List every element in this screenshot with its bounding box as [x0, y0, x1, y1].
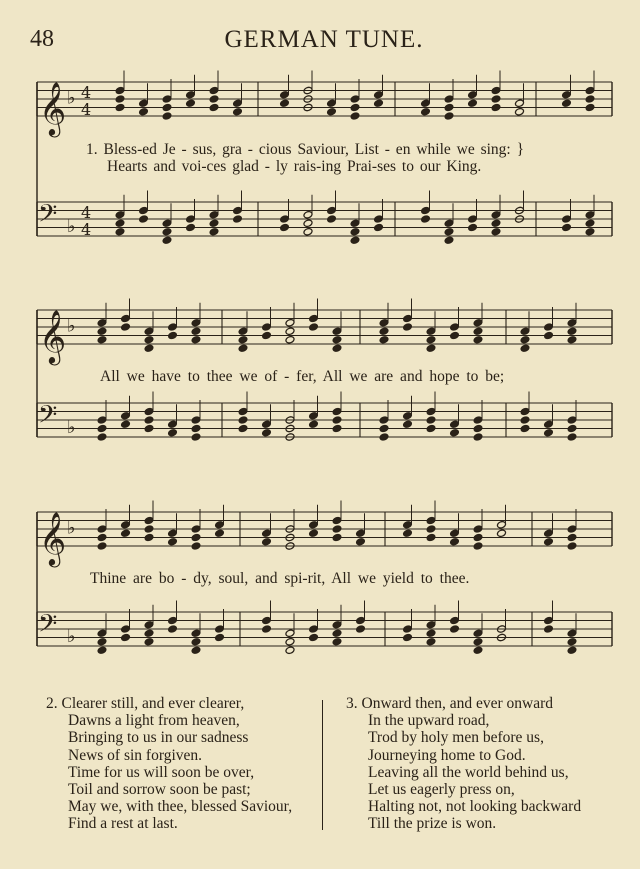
note-head: [262, 420, 272, 429]
verse-3-line: Trod by holy men before us,: [368, 729, 544, 747]
note-head: [215, 633, 225, 642]
note-head: [426, 516, 436, 525]
flat-icon: ♭: [67, 625, 76, 647]
note-head: [332, 637, 342, 646]
note-head: [567, 318, 577, 327]
note-head: [450, 420, 460, 429]
lyric-line-3: All we have to thee we of - fer, All we are and hope to be;: [100, 368, 505, 385]
lyric-line-1: 1. Bless-ed Je - sus, gra - cious Saviour, List - en while we sing: }: [86, 141, 525, 158]
note-head: [332, 335, 342, 344]
note-head: [491, 210, 501, 219]
note-head: [191, 318, 201, 327]
note-head: [450, 616, 460, 625]
note-head: [473, 646, 483, 655]
note-head: [262, 331, 272, 340]
note-head: [544, 331, 554, 340]
note-head: [115, 210, 125, 219]
note-head: [191, 416, 201, 425]
note-head: [585, 227, 595, 236]
note-head: [121, 323, 131, 332]
treble-clef-icon: 𝄞: [39, 309, 67, 363]
note-head: [497, 520, 507, 529]
note-head: [115, 86, 125, 95]
note-head: [450, 331, 460, 340]
note-head: [544, 616, 554, 625]
note-head: [497, 529, 507, 538]
note-head: [309, 420, 319, 429]
note-head: [327, 206, 337, 215]
note-head: [379, 335, 389, 344]
note-head: [491, 219, 501, 228]
note-head: [309, 625, 319, 634]
note-head: [473, 637, 483, 646]
note-head: [309, 323, 319, 332]
note-head: [144, 620, 154, 629]
note-head: [162, 227, 172, 236]
note-head: [515, 107, 525, 116]
note-head: [520, 407, 530, 416]
note-head: [426, 525, 436, 534]
note-head: [426, 327, 436, 336]
note-head: [374, 215, 384, 224]
page-title: GERMAN TUNE.: [224, 26, 424, 53]
note-head: [421, 206, 431, 215]
verse-3: [346, 695, 581, 833]
note-head: [426, 424, 436, 433]
verse-2-line: Time for us will soon be over,: [68, 763, 255, 781]
note-head: [280, 215, 290, 224]
note-head: [144, 327, 154, 336]
note-head: [403, 520, 413, 529]
note-head: [215, 529, 225, 538]
note-head: [97, 637, 107, 646]
note-head: [97, 646, 107, 655]
note-head: [97, 525, 107, 534]
note-head: [444, 103, 454, 112]
note-head: [97, 533, 107, 542]
note-head: [303, 219, 313, 228]
note-head: [238, 335, 248, 344]
note-head: [585, 210, 595, 219]
note-head: [285, 629, 295, 638]
note-head: [585, 103, 595, 112]
verse-2-line: Find a rest at last.: [68, 815, 178, 833]
note-head: [327, 99, 337, 108]
note-head: [567, 335, 577, 344]
note-head: [115, 219, 125, 228]
note-head: [473, 318, 483, 327]
note-head: [332, 424, 342, 433]
note-head: [473, 335, 483, 344]
note-head: [473, 416, 483, 425]
note-head: [168, 537, 178, 546]
lyric-line-4: Thine are bo - dy, soul, and spi-rit, All we yield to thee.: [90, 570, 470, 587]
note-head: [468, 215, 478, 224]
note-head: [332, 525, 342, 534]
note-head: [285, 327, 295, 336]
note-head: [121, 411, 131, 420]
note-head: [262, 529, 272, 538]
note-head: [191, 646, 201, 655]
note-head: [139, 215, 149, 224]
note-head: [515, 99, 525, 108]
note-head: [144, 637, 154, 646]
note-head: [144, 525, 154, 534]
note-head: [215, 625, 225, 634]
note-head: [350, 112, 360, 121]
time-signature-bottom: 4: [81, 100, 92, 119]
note-head: [567, 533, 577, 542]
note-head: [374, 99, 384, 108]
note-head: [473, 433, 483, 442]
note-head: [144, 335, 154, 344]
note-head: [491, 103, 501, 112]
note-head: [379, 424, 389, 433]
note-head: [186, 215, 196, 224]
note-head: [309, 520, 319, 529]
note-head: [403, 625, 413, 634]
note-head: [144, 629, 154, 638]
note-head: [121, 633, 131, 642]
note-head: [473, 424, 483, 433]
note-head: [544, 323, 554, 332]
note-head: [191, 335, 201, 344]
verse-2-line: May we, with thee, blessed Saviour,: [68, 798, 293, 816]
verse-2-line: Bringing to us in our sadness: [68, 729, 249, 747]
note-head: [356, 625, 366, 634]
note-head: [309, 633, 319, 642]
page-number: 48: [30, 26, 54, 52]
flat-icon: ♭: [67, 87, 76, 109]
treble-clef-icon: 𝄞: [39, 81, 67, 135]
note-head: [403, 529, 413, 538]
note-head: [426, 629, 436, 638]
note-head: [144, 516, 154, 525]
note-head: [426, 335, 436, 344]
note-head: [191, 433, 201, 442]
note-head: [332, 344, 342, 353]
note-head: [332, 533, 342, 542]
note-head: [168, 323, 178, 332]
note-head: [567, 525, 577, 534]
note-head: [350, 103, 360, 112]
flat-icon: ♭: [67, 215, 76, 237]
note-head: [567, 637, 577, 646]
note-head: [97, 335, 107, 344]
note-head: [520, 344, 530, 353]
note-head: [139, 206, 149, 215]
verse-2-line: News of sin forgiven.: [68, 746, 203, 764]
bass-clef-icon: 𝄢: [38, 400, 58, 436]
note-head: [97, 629, 107, 638]
note-head: [233, 215, 243, 224]
note-head: [585, 219, 595, 228]
note-head: [426, 620, 436, 629]
note-head: [350, 236, 360, 245]
verse-2-line: 2. Clearer still, and ever clearer,: [46, 695, 245, 712]
note-head: [121, 314, 131, 323]
note-head: [520, 335, 530, 344]
note-head: [426, 533, 436, 542]
note-head: [379, 416, 389, 425]
note-head: [544, 428, 554, 437]
note-head: [444, 112, 454, 121]
note-head: [567, 416, 577, 425]
note-head: [162, 95, 172, 104]
note-head: [544, 529, 554, 538]
note-head: [186, 90, 196, 99]
note-head: [468, 90, 478, 99]
note-head: [303, 227, 313, 236]
note-head: [350, 219, 360, 228]
verse-3-line: Journeying home to God.: [368, 746, 526, 764]
note-head: [544, 537, 554, 546]
note-head: [327, 107, 337, 116]
note-head: [186, 99, 196, 108]
note-head: [97, 416, 107, 425]
note-head: [162, 236, 172, 245]
note-head: [209, 95, 219, 104]
note-head: [97, 433, 107, 442]
note-head: [285, 335, 295, 344]
note-head: [233, 107, 243, 116]
note-head: [139, 107, 149, 116]
note-head: [444, 219, 454, 228]
treble-clef-icon: 𝄞: [39, 511, 67, 565]
note-head: [168, 529, 178, 538]
note-head: [303, 210, 313, 219]
note-head: [285, 318, 295, 327]
note-head: [332, 516, 342, 525]
verse-2-line: Toil and sorrow soon be past;: [68, 781, 251, 799]
verse-2: [46, 695, 292, 833]
note-head: [144, 416, 154, 425]
note-head: [233, 99, 243, 108]
note-head: [191, 327, 201, 336]
note-head: [356, 616, 366, 625]
note-head: [491, 227, 501, 236]
note-head: [144, 533, 154, 542]
note-head: [262, 323, 272, 332]
note-head: [421, 107, 431, 116]
note-head: [162, 219, 172, 228]
note-head: [162, 103, 172, 112]
note-head: [115, 227, 125, 236]
note-head: [585, 95, 595, 104]
bass-clef-icon: 𝄢: [38, 609, 58, 645]
note-head: [421, 99, 431, 108]
note-head: [585, 86, 595, 95]
note-head: [426, 344, 436, 353]
note-head: [426, 416, 436, 425]
note-head: [115, 95, 125, 104]
note-head: [426, 407, 436, 416]
note-head: [144, 424, 154, 433]
note-head: [332, 620, 342, 629]
note-head: [215, 520, 225, 529]
note-head: [238, 327, 248, 336]
note-head: [356, 529, 366, 538]
verse-3-line: 3. Onward then, and ever onward: [346, 695, 554, 712]
note-head: [233, 206, 243, 215]
note-head: [238, 407, 248, 416]
note-head: [450, 625, 460, 634]
note-head: [468, 223, 478, 232]
note-head: [97, 424, 107, 433]
note-head: [168, 625, 178, 634]
note-head: [168, 616, 178, 625]
note-head: [144, 407, 154, 416]
note-head: [426, 637, 436, 646]
note-head: [191, 525, 201, 534]
note-head: [567, 424, 577, 433]
note-head: [168, 428, 178, 437]
note-head: [121, 520, 131, 529]
note-head: [191, 533, 201, 542]
note-head: [450, 428, 460, 437]
note-head: [262, 537, 272, 546]
note-head: [332, 629, 342, 638]
note-head: [444, 227, 454, 236]
verse-3-line: In the upward road,: [368, 712, 490, 730]
note-head: [191, 629, 201, 638]
note-head: [115, 103, 125, 112]
verse-3-line: Till the prize is won.: [368, 815, 497, 833]
note-head: [567, 646, 577, 655]
note-head: [327, 215, 337, 224]
note-head: [473, 542, 483, 551]
note-head: [567, 629, 577, 638]
note-head: [444, 95, 454, 104]
flat-icon: ♭: [67, 517, 76, 539]
note-head: [450, 537, 460, 546]
note-head: [332, 327, 342, 336]
note-head: [379, 327, 389, 336]
note-head: [473, 629, 483, 638]
note-head: [450, 529, 460, 538]
note-head: [562, 99, 572, 108]
note-head: [97, 542, 107, 551]
time-signature-top: 4: [81, 83, 92, 102]
verse-3-line: Halting not, not looking backward: [368, 798, 582, 816]
note-head: [121, 420, 131, 429]
note-head: [562, 215, 572, 224]
note-head: [374, 223, 384, 232]
note-head: [491, 95, 501, 104]
note-head: [562, 90, 572, 99]
note-head: [144, 344, 154, 353]
note-head: [262, 625, 272, 634]
verse-3-line: Leaving all the world behind us,: [368, 763, 569, 781]
note-head: [121, 625, 131, 634]
note-head: [567, 327, 577, 336]
flat-icon: ♭: [67, 315, 76, 337]
note-head: [403, 323, 413, 332]
note-head: [262, 616, 272, 625]
note-head: [209, 103, 219, 112]
note-head: [403, 411, 413, 420]
note-head: [350, 95, 360, 104]
note-head: [491, 86, 501, 95]
note-head: [356, 537, 366, 546]
note-head: [520, 416, 530, 425]
bass-clef-icon: 𝄢: [38, 199, 58, 235]
note-head: [520, 424, 530, 433]
note-head: [473, 525, 483, 534]
time-signature-top: 4: [81, 203, 92, 222]
verse-divider: [322, 700, 323, 830]
note-head: [209, 86, 219, 95]
note-head: [285, 646, 295, 655]
note-head: [450, 323, 460, 332]
note-head: [403, 420, 413, 429]
time-signature-bottom: 4: [81, 220, 92, 239]
note-head: [121, 529, 131, 538]
note-head: [520, 327, 530, 336]
note-head: [403, 314, 413, 323]
note-head: [350, 227, 360, 236]
note-head: [97, 327, 107, 336]
note-head: [162, 112, 172, 121]
note-head: [285, 637, 295, 646]
note-head: [191, 637, 201, 646]
note-head: [97, 318, 107, 327]
note-head: [332, 407, 342, 416]
note-head: [191, 424, 201, 433]
note-head: [567, 542, 577, 551]
note-head: [191, 542, 201, 551]
note-head: [209, 210, 219, 219]
note-head: [238, 344, 248, 353]
note-head: [262, 428, 272, 437]
flat-icon: ♭: [67, 416, 76, 438]
note-head: [374, 90, 384, 99]
note-head: [280, 99, 290, 108]
note-head: [280, 90, 290, 99]
note-head: [309, 411, 319, 420]
note-head: [379, 318, 389, 327]
note-head: [332, 416, 342, 425]
note-head: [186, 223, 196, 232]
note-head: [238, 416, 248, 425]
note-head: [168, 420, 178, 429]
note-head: [403, 633, 413, 642]
note-head: [544, 625, 554, 634]
note-head: [379, 433, 389, 442]
note-head: [567, 433, 577, 442]
note-head: [209, 227, 219, 236]
verse-2-line: Dawns a light from heaven,: [68, 712, 240, 730]
note-head: [309, 314, 319, 323]
note-head: [444, 236, 454, 245]
note-head: [139, 99, 149, 108]
note-head: [238, 424, 248, 433]
note-head: [168, 331, 178, 340]
note-head: [209, 219, 219, 228]
note-head: [473, 533, 483, 542]
verse-3-line: Let us eagerly press on,: [368, 781, 515, 799]
note-head: [473, 327, 483, 336]
note-head: [280, 223, 290, 232]
note-head: [421, 215, 431, 224]
note-head: [309, 529, 319, 538]
note-head: [468, 99, 478, 108]
lyric-line-2: Hearts and voi-ces glad - ly rais-ing Prai-ses to our King.: [107, 158, 482, 175]
note-head: [562, 223, 572, 232]
note-head: [544, 420, 554, 429]
